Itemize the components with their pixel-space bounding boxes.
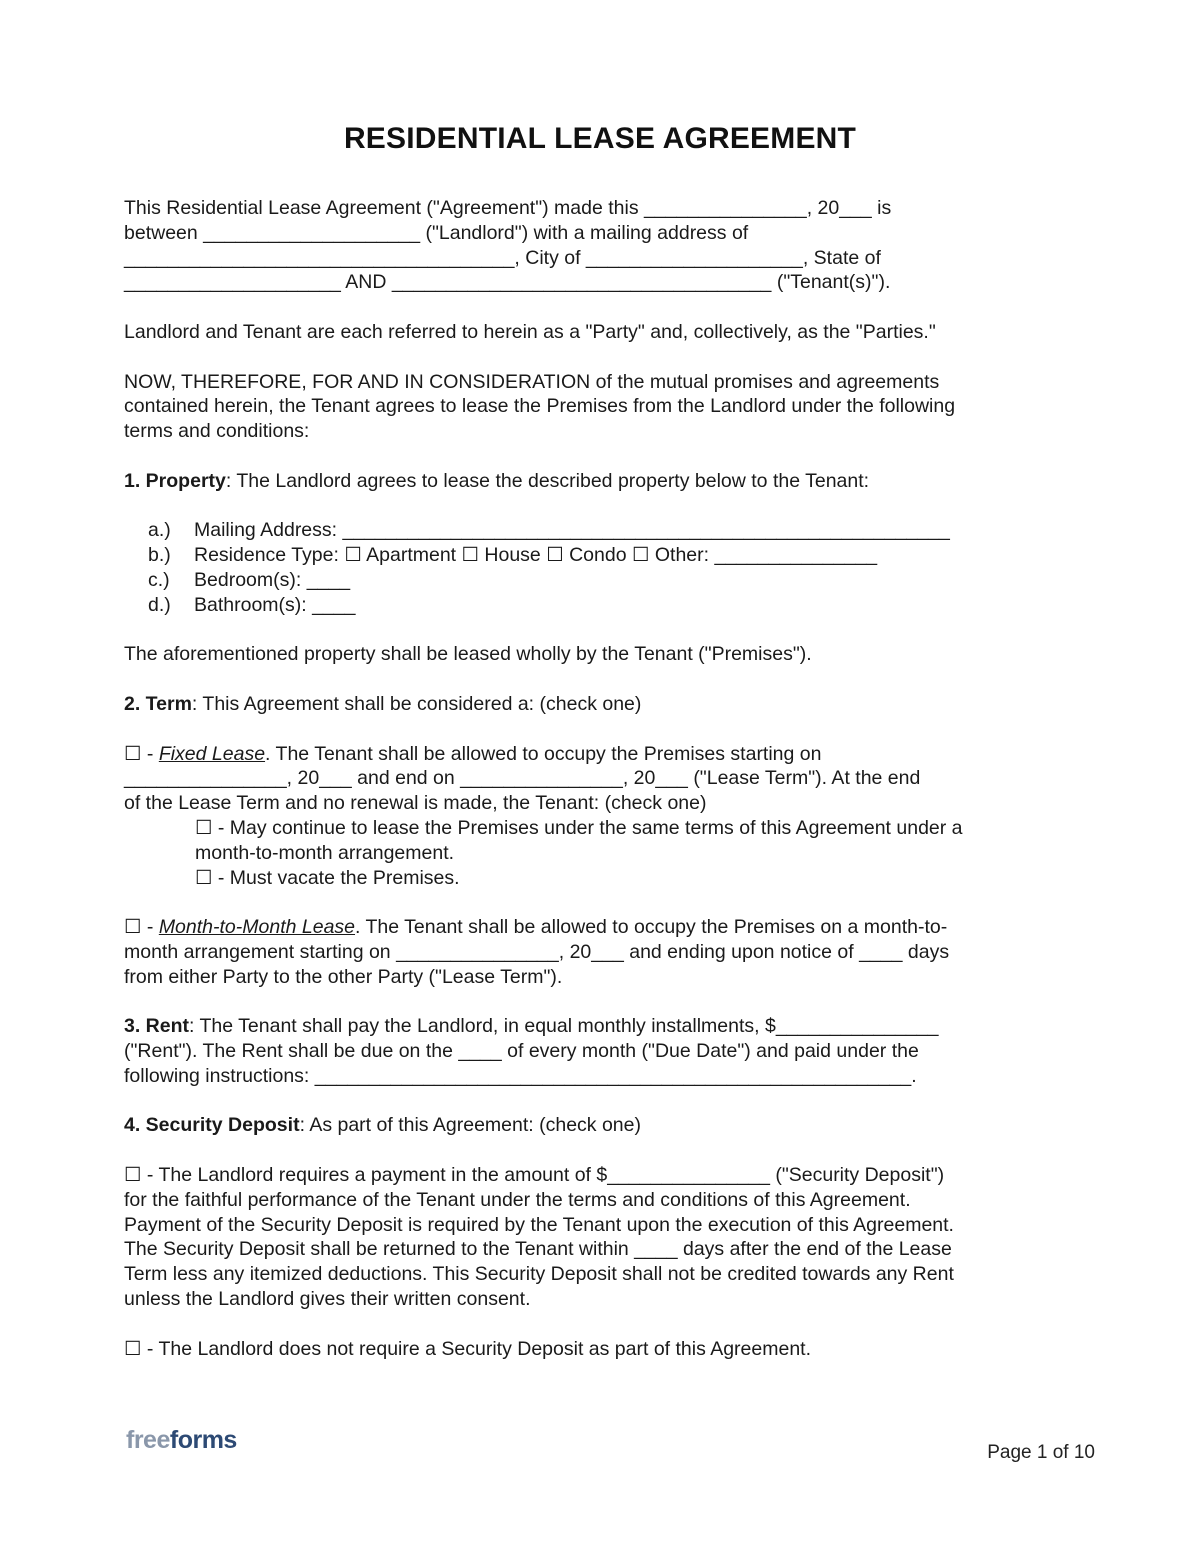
list-text: Bathroom(s): ____ bbox=[194, 593, 356, 616]
list-item bbox=[124, 518, 1074, 543]
section-rent bbox=[124, 1014, 1074, 1088]
option-text: . The Tenant shall be allowed to occupy the Premises on a month-to- bbox=[355, 916, 948, 939]
section-heading: 4. Security Deposit bbox=[124, 1114, 300, 1137]
deposit-option-none bbox=[124, 1337, 1074, 1362]
option-text: for the faithful performance of the Tenant under the terms and conditions of this Agreement. bbox=[124, 1188, 911, 1211]
now-therefore-paragraph bbox=[124, 370, 1074, 444]
document-title: RESIDENTIAL LEASE AGREEMENT bbox=[343, 122, 857, 155]
list-letter: b.) bbox=[148, 544, 171, 567]
month-to-month-label: Month-to-Month Lease bbox=[158, 916, 356, 939]
list-letter: d.) bbox=[148, 593, 171, 616]
logo-forms: forms bbox=[169, 1426, 237, 1454]
intro-line: between ____________________ ("Landlord") with a mailing address of bbox=[124, 221, 749, 244]
logo-free: free bbox=[126, 1426, 170, 1454]
freeforms-logo bbox=[126, 1426, 237, 1455]
checkbox[interactable]: ☐ - bbox=[124, 742, 159, 765]
now-therefore-line: terms and conditions: bbox=[124, 420, 310, 443]
sub-option[interactable]: ☐ - May continue to lease the Premises under the same terms of this Agreement under a bbox=[195, 816, 963, 839]
section-text: : The Landlord agrees to lease the described property below to the Tenant: bbox=[225, 469, 870, 492]
option-text: from either Party to the other Party ("Lease Term"). bbox=[124, 965, 563, 988]
list-text: Mailing Address: ________________________________________________________ bbox=[194, 519, 950, 542]
month-to-month-option bbox=[124, 915, 1074, 989]
section-text: : The Tenant shall pay the Landlord, in equal monthly installments, $_______________ bbox=[189, 1015, 939, 1038]
option-text: _______________, 20___ and end on _______________, 20___ ("Lease Term"). At the end bbox=[124, 767, 921, 790]
option-text: of the Lease Term and no renewal is made, the Tenant: (check one) bbox=[124, 792, 707, 815]
list-text: Residence Type: ☐ Apartment ☐ House ☐ Condo ☐ Other: _______________ bbox=[194, 544, 878, 567]
intro-line: This Residential Lease Agreement ("Agreement") made this _______________, 20___ is bbox=[124, 197, 892, 219]
option-text[interactable]: ☐ - The Landlord does not require a Security Deposit as part of this Agreement. bbox=[124, 1337, 811, 1360]
document-body bbox=[124, 196, 1074, 1361]
fixed-lease-option bbox=[124, 742, 1074, 891]
list-text: Bedroom(s): ____ bbox=[194, 568, 351, 591]
option-text: . The Tenant shall be allowed to occupy the Premises starting on bbox=[265, 742, 822, 765]
premises-text: The aforementioned property shall be leased wholly by the Tenant ("Premises"). bbox=[124, 643, 812, 666]
fixed-lease-label: Fixed Lease bbox=[158, 742, 266, 765]
list-letter: a.) bbox=[148, 519, 171, 542]
sub-option[interactable]: ☐ - Must vacate the Premises. bbox=[195, 866, 460, 889]
list-item bbox=[124, 568, 1074, 593]
section-property bbox=[124, 469, 1074, 494]
intro-line: ____________________ AND ___________________________________ ("Tenant(s)"). bbox=[124, 271, 891, 294]
option-text: The Security Deposit shall be returned to the Tenant within ____ days after the end of the Lease bbox=[124, 1238, 952, 1261]
section-text: ("Rent"). The Rent shall be due on the ____ of every month ("Due Date") and paid under the bbox=[124, 1040, 919, 1063]
page-number: Page 1 of 10 bbox=[987, 1442, 1095, 1463]
section-text: following instructions: _______________________________________________________. bbox=[124, 1064, 917, 1087]
property-list bbox=[124, 518, 1074, 617]
now-therefore-line: contained herein, the Tenant agrees to lease the Premises from the Landlord under the following bbox=[124, 395, 956, 418]
section-heading: 1. Property bbox=[124, 469, 226, 492]
section-term bbox=[124, 692, 1074, 717]
sub-option-text: month-to-month arrangement. bbox=[195, 841, 455, 864]
section-text: : As part of this Agreement: (check one) bbox=[299, 1114, 641, 1137]
parties-paragraph bbox=[124, 320, 1074, 345]
list-item bbox=[124, 543, 1074, 568]
option-text: month arrangement starting on _______________, 20___ and ending upon notice of ____ days bbox=[124, 940, 950, 963]
parties-text: Landlord and Tenant are each referred to herein as a "Party" and, collectively, as the "Parties." bbox=[124, 320, 936, 343]
section-text: : This Agreement shall be considered a: (check one) bbox=[191, 692, 642, 715]
section-heading: 3. Rent bbox=[124, 1015, 190, 1038]
option-text: Payment of the Security Deposit is required by the Tenant upon the execution of this Agreement. bbox=[124, 1213, 954, 1236]
intro-paragraph bbox=[124, 196, 1074, 295]
list-item bbox=[124, 593, 1074, 618]
option-text[interactable]: ☐ - The Landlord requires a payment in the amount of $_______________ ("Security Deposit") bbox=[124, 1164, 945, 1187]
intro-line: ____________________________________, City of ____________________, State of bbox=[124, 246, 881, 269]
list-letter: c.) bbox=[148, 568, 170, 591]
section-heading: 2. Term bbox=[124, 692, 192, 715]
section-deposit bbox=[124, 1113, 1074, 1138]
option-text: unless the Landlord gives their written consent. bbox=[124, 1288, 531, 1311]
checkbox[interactable]: ☐ - bbox=[124, 916, 159, 939]
now-therefore-line: NOW, THEREFORE, FOR AND IN CONSIDERATION of the mutual promises and agreements bbox=[124, 370, 940, 393]
deposit-option-required bbox=[124, 1163, 1074, 1312]
option-text: Term less any itemized deductions. This Security Deposit shall not be credited towards any Rent bbox=[124, 1263, 954, 1286]
